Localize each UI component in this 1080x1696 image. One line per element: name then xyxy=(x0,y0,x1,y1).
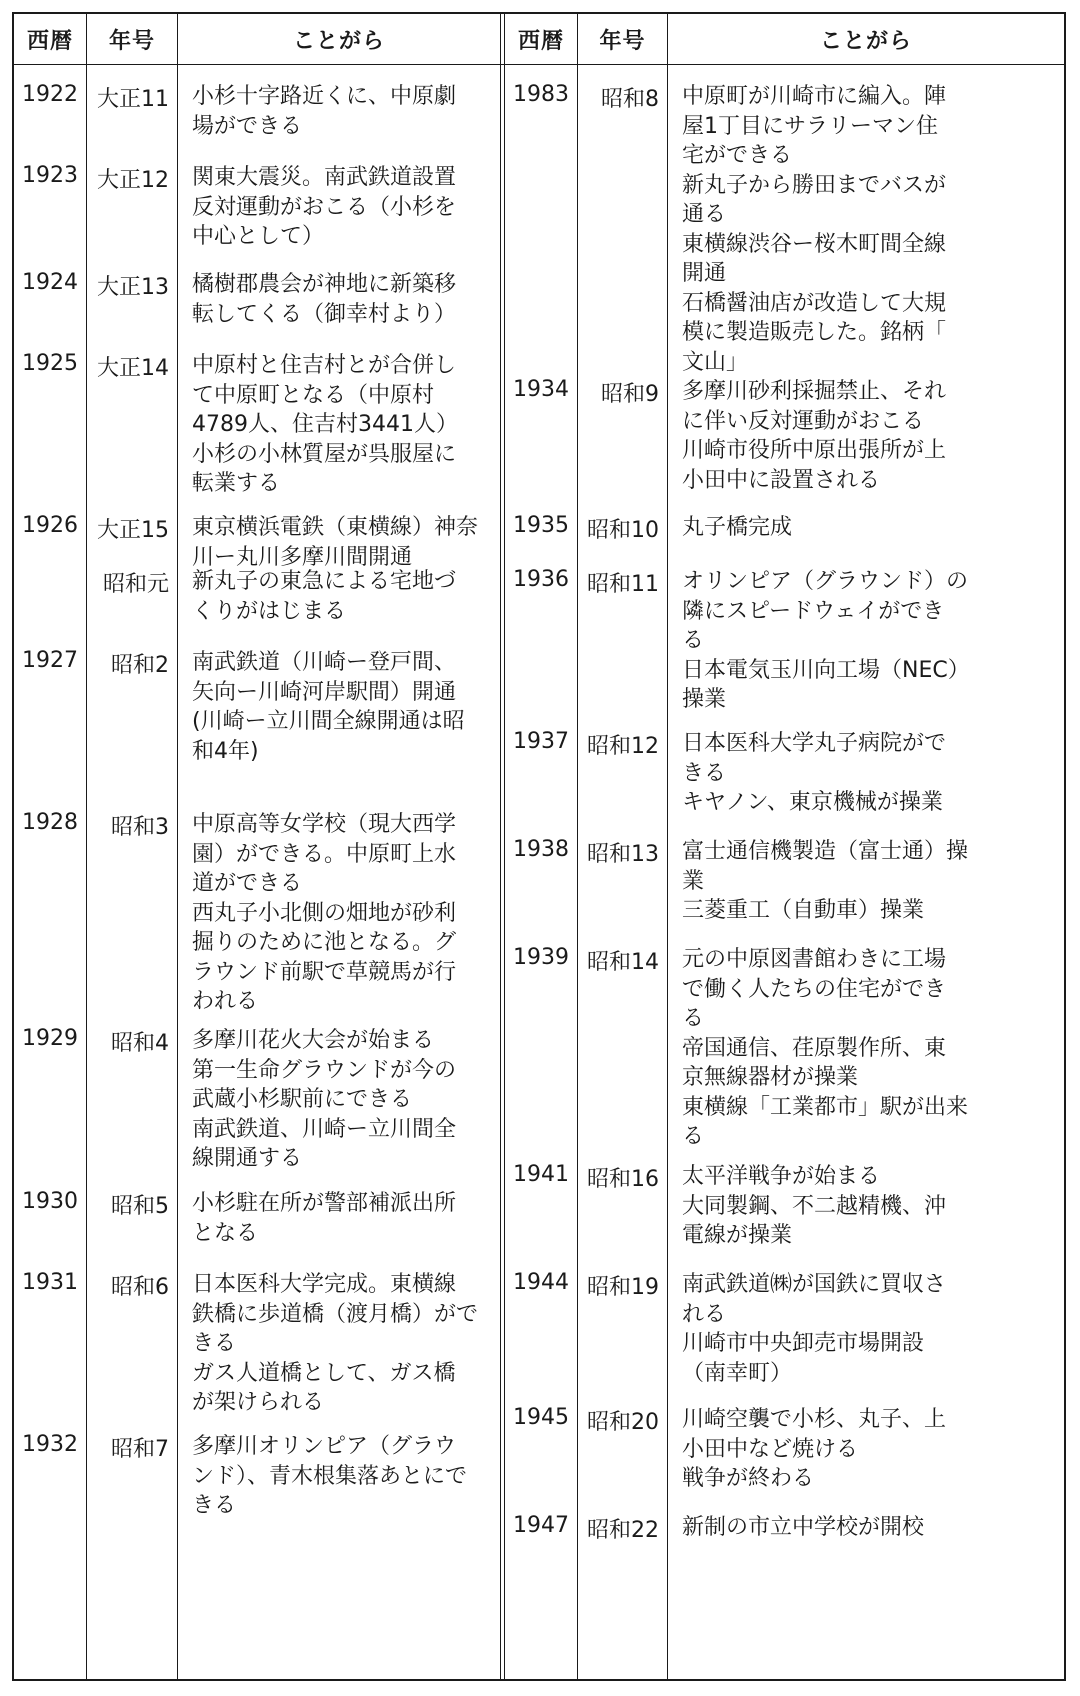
kotogara-line: 日本電気玉川向工場（NEC） xyxy=(682,657,970,683)
kotogara-line: 西丸子小北側の畑地が砂利 xyxy=(192,900,457,926)
kotogara-line: われる xyxy=(192,989,259,1014)
nengo-cell: 昭和9 xyxy=(601,382,659,407)
kotogara-cell xyxy=(682,567,970,715)
kotogara-line: となる xyxy=(192,1220,259,1246)
kotogara-line: 南武鉄道、川崎ー立川間全 xyxy=(192,1116,457,1142)
seireki-cell: 1934 xyxy=(513,377,569,402)
kotogara-line: 川崎市役所中原出張所が上 xyxy=(682,438,947,463)
nengo-cell: 大正12 xyxy=(97,168,169,193)
kotogara-line: 小杉十字路近くに、中原劇 xyxy=(192,84,457,109)
nengo-cell: 昭和10 xyxy=(587,518,659,543)
kotogara-cell xyxy=(192,513,478,572)
kotogara-line: 日本医科大学完成。東横線 xyxy=(192,1272,457,1297)
seireki-cell: 1983 xyxy=(513,82,569,107)
kotogara-cell xyxy=(682,1270,946,1388)
kotogara-line: 京無線器材が操業 xyxy=(682,1065,859,1090)
nengo-cell: 昭和元 xyxy=(102,572,169,597)
kotogara-line: 宅ができる xyxy=(682,143,793,168)
nengo-cell: 昭和19 xyxy=(587,1275,659,1300)
seireki-cell: 1927 xyxy=(22,648,78,673)
kotogara-line: る xyxy=(682,1124,705,1149)
kotogara-cell xyxy=(682,82,946,377)
seireki-cell: 1938 xyxy=(513,837,569,862)
kotogara-line: ンド）、青木根集落あとにで xyxy=(192,1463,468,1489)
seireki-cell: 1945 xyxy=(513,1405,569,1430)
nengo-cell: 昭和14 xyxy=(587,950,659,975)
nengo-cell: 昭和2 xyxy=(111,653,169,678)
kotogara-line: (川崎ー立川間全線開通は昭 xyxy=(192,709,465,734)
kotogara-line: 大同製鋼、不二越精機、沖 xyxy=(682,1193,947,1219)
kotogara-cell xyxy=(192,648,465,766)
kotogara-cell xyxy=(682,1405,946,1494)
kotogara-line: 場ができる xyxy=(192,113,303,139)
history-table xyxy=(12,12,1066,1681)
kotogara-line: 操業 xyxy=(682,687,727,712)
kotogara-line: る xyxy=(682,628,705,653)
kotogara-line: 小田中など焼ける xyxy=(682,1436,859,1462)
seireki-cell: 1947 xyxy=(513,1513,569,1538)
kotogara-cell xyxy=(192,82,456,141)
kotogara-line: 中原高等女学校（現大西学 xyxy=(192,812,457,837)
kotogara-line: 新丸子から勝田までバスが xyxy=(682,172,947,198)
kotogara-line: 橘樹郡農会が神地に新築移 xyxy=(192,272,457,297)
kotogara-line: 転業する xyxy=(192,471,281,496)
kotogara-cell xyxy=(192,1189,456,1248)
kotogara-line: が架けられる xyxy=(192,1390,325,1415)
seireki-cell: 1932 xyxy=(22,1432,78,1457)
header-kotogara-right: ことがら xyxy=(819,28,912,54)
kotogara-line: （南幸町） xyxy=(682,1360,793,1386)
kotogara-line: 園）ができる。中原町上水 xyxy=(192,841,457,867)
seireki-cell: 1935 xyxy=(513,513,569,538)
kotogara-cell xyxy=(682,729,946,818)
nengo-cell: 昭和22 xyxy=(587,1518,659,1543)
header-seireki-left: 西暦 xyxy=(26,28,73,54)
kotogara-line: 川崎空襲で小杉、丸子、上 xyxy=(682,1407,947,1432)
kotogara-cell xyxy=(682,513,792,543)
kotogara-line: 丸子橋完成 xyxy=(682,515,793,540)
seireki-cell: 1926 xyxy=(22,513,78,538)
kotogara-line: 小杉の小林質屋が呉服屋に xyxy=(192,441,457,467)
seireki-cell: 1931 xyxy=(22,1270,78,1295)
seireki-cell: 1937 xyxy=(513,729,569,754)
kotogara-line: 反対運動がおこる（小杉を xyxy=(192,194,457,220)
kotogara-line: 新制の市立中学校が開校 xyxy=(682,1515,925,1540)
kotogara-line: 川ー丸川多摩川間開通 xyxy=(192,544,413,570)
kotogara-line: 関東大震災。南武鉄道設置 xyxy=(192,165,457,190)
kotogara-line: きる xyxy=(192,1331,237,1356)
kotogara-cell xyxy=(682,1162,946,1251)
seireki-cell: 1944 xyxy=(513,1270,569,1295)
kotogara-line: 新丸子の東急による宅地づ xyxy=(192,569,457,594)
kotogara-line: れる xyxy=(682,1301,727,1327)
kotogara-cell xyxy=(192,270,456,329)
header-divider xyxy=(14,64,1064,65)
kotogara-line: 中心として） xyxy=(192,224,325,249)
header-seireki-right: 西暦 xyxy=(517,28,564,54)
kotogara-line: 富士通信機製造（富士通）操 xyxy=(682,839,969,864)
kotogara-line: 多摩川砂利採掘禁止、それ xyxy=(682,379,947,404)
kotogara-line: きる xyxy=(192,1493,237,1518)
kotogara-line: 小田中に設置される xyxy=(682,467,881,493)
kotogara-cell xyxy=(192,567,456,626)
kotogara-line: 石橋醤油店が改造して大規 xyxy=(682,290,947,316)
kotogara-line: 武蔵小杉駅前にできる xyxy=(192,1087,413,1112)
kotogara-line: 小杉駐在所が警部補派出所 xyxy=(192,1191,457,1216)
seireki-cell: 1941 xyxy=(513,1162,569,1187)
header-nengo-left: 年号 xyxy=(108,28,155,54)
kotogara-line: 南武鉄道㈱が国鉄に買収さ xyxy=(682,1272,947,1297)
kotogara-line: キヤノン、東京機械が操業 xyxy=(682,790,943,815)
seireki-cell: 1929 xyxy=(22,1026,78,1051)
kotogara-line: で働く人たちの住宅ができ xyxy=(682,976,947,1002)
kotogara-line: 掘りのために池となる。グ xyxy=(192,930,457,955)
kotogara-cell xyxy=(192,1432,467,1521)
kotogara-line: て中原町となる（中原村 xyxy=(192,382,435,408)
nengo-cell: 昭和20 xyxy=(587,1410,659,1435)
kotogara-line: 戦争が終わる xyxy=(682,1466,815,1491)
seireki-cell: 1939 xyxy=(513,945,569,970)
kotogara-line: 転してくる（御幸村より） xyxy=(192,301,457,327)
kotogara-line: 帝国通信、荏原製作所、東 xyxy=(682,1035,947,1061)
nengo-cell: 昭和16 xyxy=(587,1167,659,1192)
kotogara-line: 中原村と住吉村とが合併し xyxy=(192,353,457,378)
nengo-cell: 昭和4 xyxy=(111,1031,169,1056)
seireki-cell: 1925 xyxy=(22,351,78,376)
nengo-cell: 昭和13 xyxy=(587,842,659,867)
kotogara-line: オリンピア（グラウンド）の xyxy=(682,569,969,594)
kotogara-line: 東横線「工業都市」駅が出来 xyxy=(682,1094,969,1120)
kotogara-line: 元の中原図書館わきに工場 xyxy=(682,947,947,972)
kotogara-line: 川崎市中央卸売市場開設 xyxy=(682,1331,925,1356)
kotogara-line: 多摩川花火大会が始まる xyxy=(192,1028,435,1053)
nengo-cell: 大正14 xyxy=(97,356,169,381)
kotogara-line: 矢向ー川崎河岸駅間）開通 xyxy=(192,679,457,705)
nengo-cell: 昭和3 xyxy=(111,815,169,840)
kotogara-line: 南武鉄道（川崎ー登戸間、 xyxy=(192,650,457,675)
column-divider xyxy=(86,14,87,1679)
nengo-cell: 大正13 xyxy=(97,275,169,300)
kotogara-line: 業 xyxy=(682,868,705,894)
kotogara-cell xyxy=(682,837,968,926)
kotogara-line: ガス人道橋として、ガス橋 xyxy=(192,1360,456,1386)
kotogara-line: 東京横浜電鉄（東横線）神奈 xyxy=(192,515,479,540)
nengo-cell: 昭和11 xyxy=(587,572,659,597)
seireki-cell: 1930 xyxy=(22,1189,78,1214)
kotogara-line: くりがはじまる xyxy=(192,598,347,624)
kotogara-line: 鉄橋に歩道橋（渡月橋）がで xyxy=(192,1301,479,1327)
header-kotogara-left: ことがら xyxy=(292,28,385,54)
seireki-cell: 1936 xyxy=(513,567,569,592)
kotogara-line: 中原町が川崎市に編入。陣 xyxy=(682,84,947,109)
kotogara-line: 多摩川オリンピア（グラウ xyxy=(192,1434,457,1459)
seireki-cell: 1922 xyxy=(22,82,78,107)
kotogara-cell xyxy=(682,377,946,495)
kotogara-line: 通る xyxy=(682,202,727,227)
kotogara-line: 日本医科大学丸子病院がで xyxy=(682,731,947,756)
kotogara-line: る xyxy=(682,1006,705,1031)
kotogara-line: に伴い反対運動がおこる xyxy=(682,408,925,434)
kotogara-line: ラウンド前駅で草競馬が行 xyxy=(192,959,457,985)
seireki-cell: 1924 xyxy=(22,270,78,295)
kotogara-line: きる xyxy=(682,760,727,786)
kotogara-line: 道ができる xyxy=(192,871,303,896)
seireki-cell: 1928 xyxy=(22,810,78,835)
nengo-cell: 昭和6 xyxy=(111,1275,169,1300)
kotogara-line: 文山」 xyxy=(682,349,749,375)
nengo-cell: 昭和8 xyxy=(601,87,659,112)
nengo-cell: 昭和5 xyxy=(111,1194,169,1219)
nengo-cell: 昭和7 xyxy=(111,1437,169,1462)
kotogara-cell xyxy=(682,945,968,1152)
kotogara-line: 隣にスピードウェイができ xyxy=(682,598,945,624)
kotogara-line: 和4年) xyxy=(192,738,259,764)
column-divider xyxy=(177,14,178,1679)
column-divider xyxy=(667,14,668,1679)
kotogara-line: 屋1丁目にサラリーマン住 xyxy=(682,113,938,139)
kotogara-line: 4789人、住吉村3441人） xyxy=(192,412,458,437)
kotogara-line: 東横線渋谷ー桜木町間全線 xyxy=(682,231,947,257)
kotogara-line: 三菱重工（自動車）操業 xyxy=(682,898,925,923)
kotogara-cell xyxy=(192,351,458,499)
kotogara-line: 開通 xyxy=(682,261,727,286)
kotogara-cell xyxy=(192,1270,478,1418)
seireki-cell: 1923 xyxy=(22,163,78,188)
kotogara-cell xyxy=(192,810,456,1017)
nengo-cell: 大正15 xyxy=(97,518,169,543)
nengo-cell: 昭和12 xyxy=(587,734,659,759)
kotogara-line: 太平洋戦争が始まる xyxy=(682,1164,881,1189)
kotogara-cell xyxy=(192,1026,456,1174)
kotogara-line: 電線が操業 xyxy=(682,1223,793,1248)
kotogara-line: 模に製造販売した。銘柄「 xyxy=(682,320,947,345)
nengo-cell: 大正11 xyxy=(97,87,169,112)
kotogara-cell xyxy=(682,1513,924,1543)
column-divider xyxy=(577,14,578,1679)
kotogara-cell xyxy=(192,163,456,252)
header-nengo-right: 年号 xyxy=(599,28,646,54)
kotogara-line: 第一生命グラウンドが今の xyxy=(192,1057,457,1083)
kotogara-line: 線開通する xyxy=(192,1146,303,1171)
